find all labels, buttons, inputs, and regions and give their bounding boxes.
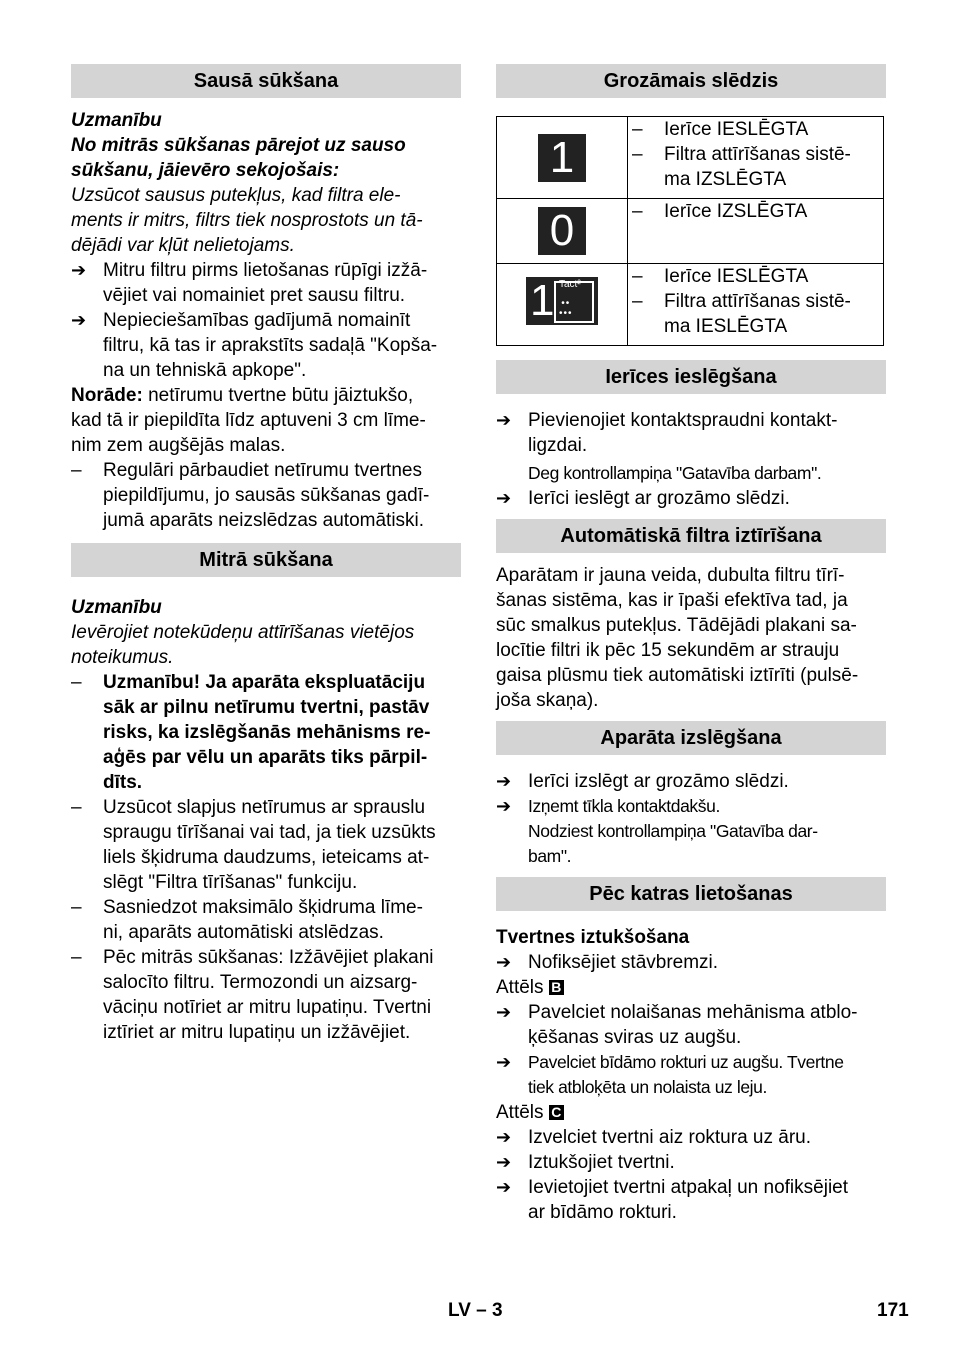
- item-line: Izvelciet tvertni aiz roktura uz āru.: [528, 1127, 811, 1148]
- section-heading-auto: Automātiskā filtra iztīrīšana: [496, 519, 886, 553]
- section-heading-wet: Mitrā sūkšana: [71, 543, 461, 577]
- arrow-item: [496, 1000, 886, 1050]
- indent-item: [496, 819, 886, 869]
- item-line: Nofiksējiet stāvbremzi.: [528, 952, 719, 973]
- warning-line: dējādi var kļūt nelietojams.: [71, 235, 295, 256]
- switch-position-tact-icon: [526, 277, 598, 325]
- body-line: joša skaņa).: [496, 690, 599, 711]
- note-text: netīrumu tvertne būtu jāiztukšo,: [142, 385, 414, 406]
- caution-line: noteikumus.: [71, 647, 174, 668]
- footer-page-number: 171: [877, 1300, 909, 1321]
- arrow-item: [496, 486, 886, 511]
- arrow-item: [496, 794, 886, 819]
- item-line: Sasniedzot maksimālo šķidruma līme-: [103, 897, 423, 918]
- dash-item: [71, 945, 461, 1045]
- body-line: šanas sistēma, kas ir īpaši efektīva tad, ja: [496, 590, 848, 611]
- figure-letter-c: C: [549, 1105, 564, 1120]
- item-line: Ierīci ieslēgt ar grozāmo slēdzi.: [528, 488, 790, 509]
- switch-symbol-cell: [497, 199, 628, 264]
- item-line: ķēšanas sviras uz augšu.: [528, 1027, 742, 1048]
- switch-position-0-icon: 0: [538, 207, 586, 255]
- tact-label: Tact²: [559, 279, 581, 290]
- arrow-item: [496, 950, 886, 975]
- warning-line: Uzsūcot sausus putekļus, kad filtra ele-: [71, 185, 401, 206]
- tact-symbol-number: 1: [530, 276, 555, 325]
- dash-bullet: –: [632, 119, 643, 140]
- body-line: locītie filtri ik pēc 15 sekundēm ar strauju: [496, 640, 840, 661]
- arrow-item: [496, 1050, 886, 1100]
- arrow-right-icon: ➔: [496, 1127, 512, 1147]
- switch-row: [497, 199, 884, 264]
- switch-row: [497, 117, 884, 199]
- section-heading-after: Pēc katras lietošanas: [496, 877, 886, 911]
- item-line: Uzsūcot slapjus netīrumus ar sprauslu: [103, 797, 426, 818]
- item-line: Pavelciet bīdāmo rokturi uz augšu. Tvertne: [528, 1052, 844, 1072]
- switch-table: [496, 116, 884, 346]
- left-column: [71, 64, 461, 1045]
- figure-label: Attēls: [496, 1102, 544, 1123]
- switch-symbol-cell: [497, 264, 628, 346]
- item-line: Iztukšojiet tvertni.: [528, 1152, 675, 1173]
- dash-item: [71, 895, 461, 945]
- item-line: Pēc mitrās sūkšanas: Izžāvējiet plakani: [103, 947, 434, 968]
- arrow-right-icon: ➔: [71, 310, 87, 330]
- dash-bullet: –: [71, 897, 82, 918]
- subheading: Tvertnes iztukšošana: [496, 927, 690, 948]
- arrow-right-icon: ➔: [496, 410, 512, 430]
- dash-bullet: –: [71, 460, 82, 481]
- warning-bold-line: No mitrās sūkšanas pārejot uz sauso: [71, 135, 406, 156]
- item-line: liels šķidruma daudzums, ieteicams at-: [103, 847, 430, 868]
- arrow-right-icon: ➔: [496, 771, 512, 791]
- switch-desc-line: Ierīce IESLĒGTA: [664, 119, 809, 140]
- note-line: kad tā ir piepildīta līdz aptuveni 3 cm līme-: [71, 410, 426, 431]
- figure-ref: [496, 975, 886, 1000]
- section-heading-switch: Grozāmais slēdzis: [496, 64, 886, 98]
- figure-letter-b: B: [549, 980, 564, 995]
- arrow-right-icon: ➔: [496, 1002, 512, 1022]
- right-column: [496, 64, 886, 1225]
- arrow-item: [496, 1150, 886, 1175]
- arrow-right-icon: ➔: [496, 796, 512, 816]
- item-line: ni, aparāts automātiski atslēdzas.: [103, 922, 384, 943]
- arrow-item: [496, 408, 886, 458]
- dash-bullet: –: [71, 797, 82, 818]
- item-line: iztīriet ar mitru lupatiņu un izžāvējiet.: [103, 1022, 411, 1043]
- item-line: slēgt "Filtra tīrīšanas" funkciju.: [103, 872, 358, 893]
- tact-dots-icon: •• •••: [559, 298, 573, 319]
- item-line: Deg kontrollampiņa "Gatavība darbam".: [528, 463, 822, 483]
- item-line: Nodziest kontrollampiņa "Gatavība dar-: [528, 821, 818, 841]
- caution-label: Uzmanību: [71, 597, 162, 618]
- item-line: tiek atbloķēta un nolaista uz leju.: [528, 1077, 767, 1097]
- dash-item: [71, 795, 461, 895]
- caution-line: Ievērojiet notekūdeņu attīrīšanas vietējos: [71, 622, 415, 643]
- body-line: sūc smalkus putekļus. Tādējādi plakani sa-: [496, 615, 857, 636]
- section-heading-on: Ierīces ieslēgšana: [496, 360, 886, 394]
- arrow-item: [496, 1125, 886, 1150]
- item-line: Uzmanību! Ja aparāta ekspluatāciju: [103, 672, 426, 693]
- item-line: Nepieciešamības gadījumā nomainīt: [103, 310, 411, 331]
- dash-item: [71, 458, 461, 533]
- caution-label: Uzmanību: [71, 110, 162, 131]
- item-line: Mitru filtru pirms lietošanas rūpīgi izžā-: [103, 260, 428, 281]
- arrow-item: [71, 258, 461, 308]
- dash-bullet: –: [71, 947, 82, 968]
- item-line: Pavelciet nolaišanas mehānisma atblo-: [528, 1002, 858, 1023]
- figure-label: Attēls: [496, 977, 544, 998]
- item-line: aģēs par vēlu un aparāts tiks pārpil-: [103, 747, 428, 768]
- switch-desc-line: Filtra attīrīšanas sistē-: [664, 291, 851, 312]
- dash-item: [71, 670, 461, 795]
- body-line: Aparātam ir jauna veida, dubulta filtru tīrī-: [496, 565, 845, 586]
- switch-desc-cell: [628, 264, 884, 346]
- indent-spacer: [496, 461, 528, 486]
- arrow-right-icon: ➔: [496, 952, 512, 972]
- switch-desc-line: Ierīce IESLĒGTA: [664, 266, 809, 287]
- arrow-item: [71, 308, 461, 383]
- switch-symbol-cell: [497, 117, 628, 199]
- arrow-item: [496, 769, 886, 794]
- item-line: Regulāri pārbaudiet netīrumu tvertnes: [103, 460, 422, 481]
- item-line: salocīto filtru. Termozondi un aizsarg-: [103, 972, 418, 993]
- item-line: vāciņu notīriet ar mitru lupatiņu. Tvertni: [103, 997, 432, 1018]
- item-line: Ierīci izslēgt ar grozāmo slēdzi.: [528, 771, 789, 792]
- indent-item: [496, 461, 886, 486]
- switch-position-1-icon: 1: [538, 134, 586, 182]
- item-line: spraugu tīrīšanai vai tad, ja tiek uzsūkts: [103, 822, 436, 843]
- note-label: Norāde:: [71, 385, 143, 406]
- switch-desc-line: ma IZSLĒGTA: [664, 169, 787, 190]
- section-heading-off: Aparāta izslēgšana: [496, 721, 886, 755]
- indent-spacer: [496, 819, 528, 869]
- arrow-right-icon: ➔: [496, 1152, 512, 1172]
- warning-bold-line: sūkšanu, jāievēro sekojošais:: [71, 160, 340, 181]
- dash-bullet: –: [632, 144, 643, 165]
- note-line: nim zem augšējās malas.: [71, 435, 286, 456]
- note-line: [71, 383, 461, 408]
- item-line: risks, ka izslēgšanās mehānisms re-: [103, 722, 431, 743]
- warning-line: ments ir mitrs, filtrs tiek nosprostots un tā-: [71, 210, 423, 231]
- arrow-right-icon: ➔: [496, 488, 512, 508]
- item-line: jumā aparāts neizslēdzas automātiski.: [103, 510, 425, 531]
- dash-bullet: –: [71, 672, 82, 693]
- item-line: ar bīdāmo rokturi.: [528, 1202, 677, 1223]
- body-line: gaisa plūsmu tiek automātiski iztīrīti (pulsē-: [496, 665, 859, 686]
- item-line: filtru, kā tas ir aprakstīts sadaļā "Kopša-: [103, 335, 438, 356]
- figure-ref: [496, 1100, 886, 1125]
- dash-bullet: –: [632, 201, 643, 222]
- item-line: bam".: [528, 846, 572, 866]
- arrow-right-icon: ➔: [496, 1052, 512, 1072]
- switch-desc-cell: [628, 199, 884, 264]
- item-line: piepildījumu, jo sausās sūkšanas gadī-: [103, 485, 430, 506]
- dash-bullet: –: [632, 266, 643, 287]
- item-line: sāk ar pilnu netīrumu tvertni, pastāv: [103, 697, 430, 718]
- switch-desc-line: Ierīce IZSLĒGTA: [664, 201, 808, 222]
- item-line: dīts.: [103, 772, 143, 793]
- item-line: na un tehniskā apkope".: [103, 360, 307, 381]
- arrow-item: [496, 1175, 886, 1225]
- arrow-right-icon: ➔: [496, 1177, 512, 1197]
- switch-row: [497, 264, 884, 346]
- item-line: Pievienojiet kontaktspraudni kontakt-: [528, 410, 838, 431]
- footer-language-page: LV – 3: [448, 1300, 503, 1321]
- item-line: Ievietojiet tvertni atpakaļ un nofiksējiet: [528, 1177, 849, 1198]
- dash-bullet: –: [632, 291, 643, 312]
- item-line: Izņemt tīkla kontaktdakšu.: [528, 796, 720, 816]
- item-line: vējiet vai nomainiet pret sausu filtru.: [103, 285, 406, 306]
- section-heading-dry: Sausā sūkšana: [71, 64, 461, 98]
- switch-desc-cell: [628, 117, 884, 199]
- switch-desc-line: Filtra attīrīšanas sistē-: [664, 144, 851, 165]
- switch-desc-line: ma IESLĒGTA: [664, 316, 788, 337]
- item-line: ligzdai.: [528, 435, 588, 456]
- arrow-right-icon: ➔: [71, 260, 87, 280]
